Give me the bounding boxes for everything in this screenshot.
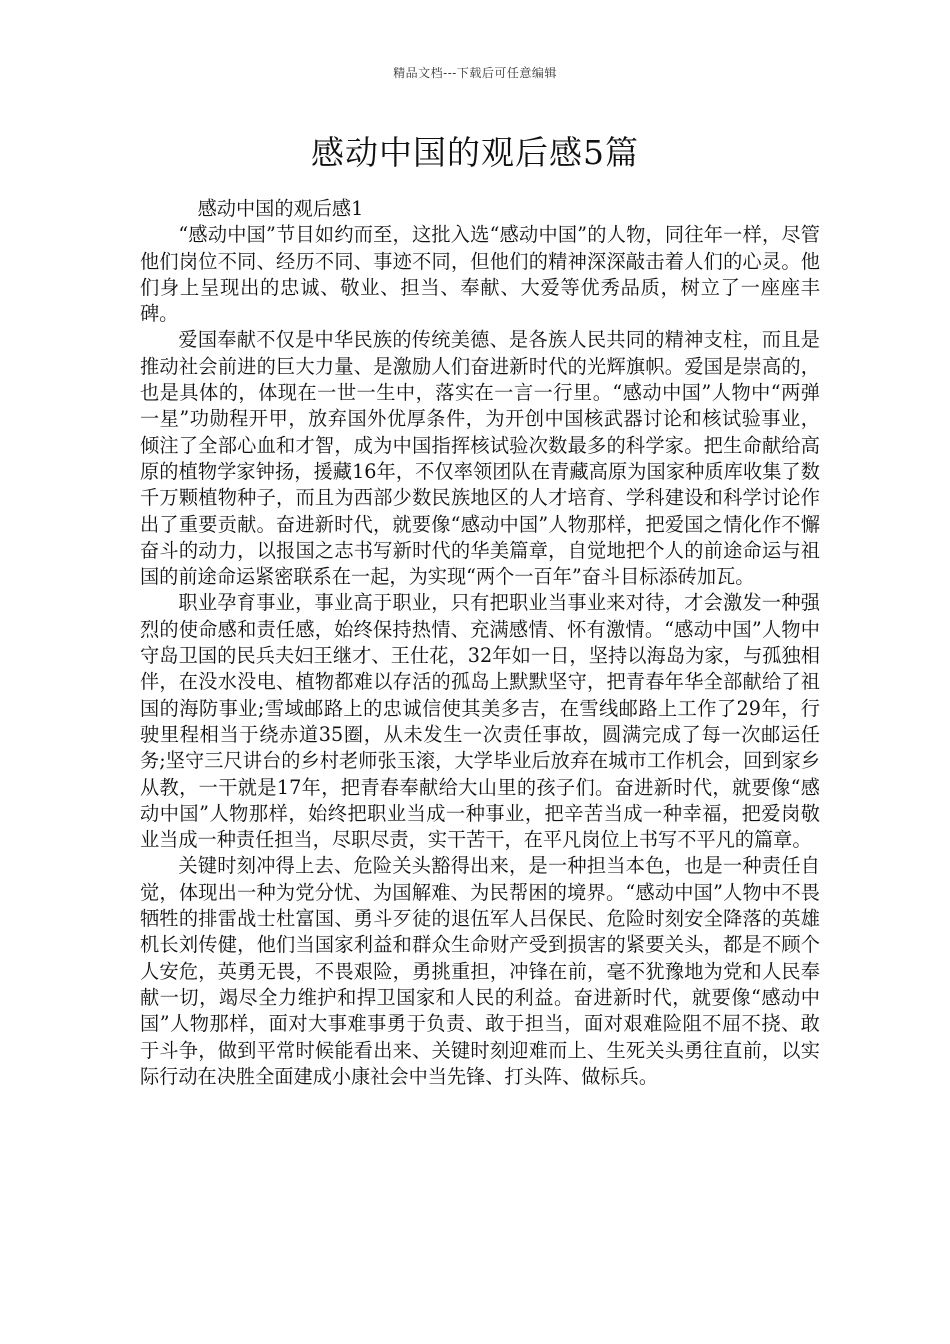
paragraph: 职业孕育事业，事业高于职业，只有把职业当事业来对待，才会激发一种强烈的使命感和责任感，始终保持热情、充满感情、怀有激情。“感动中国”人物中守岛卫国的民兵夫妇王继才、王仕花，32年如一日，坚持以海岛为家，与孤独相伴，在没水没电、植物都难以存活的孤岛上默默坚守，把青春年华全部献给了祖国的海防事业;雪域邮路上的忠诚信使其美多吉，在雪线邮路上工作了29年，行驶里程相当于绕赤道35圈，从未发生一次责任事故，圆满完成了每一次邮运任务;坚守三尺讲台的乡村老师张玉滚，大学毕业后放弃在城市工作机会，回到家乡从教，一干就是17年，把青春奉献给大山里的孩子们。奋进新时代，就要像“感动中国”人物那样，始终把职业当成一种事业，把辛苦当成一种幸福，把爱岗敬业当成一种责任担当，尽职尽责，实干苦干，在平凡岗位上书写不平凡的篇章。 <box>140 591 820 852</box>
section-subheading: 感动中国的观后感1 <box>197 197 364 220</box>
paragraph: 关键时刻冲得上去、危险关头豁得出来，是一种担当本色，也是一种责任自觉，体现出一种为党分忧、为国解难、为民帮困的境界。“感动中国”人物中不畏牺牲的排雷战士杜富国、勇斗歹徒的退伍军人吕保民、危险时刻安全降落的英雄机长刘传健，他们当国家利益和群众生命财产受到损害的紧要关头，都是不顾个人安危，英勇无畏，不畏艰险，勇挑重担，冲锋在前，毫不犹豫地为党和人民奉献一切，竭尽全力维护和捍卫国家和人民的利益。奋进新时代，就要像“感动中国”人物那样，面对大事难事勇于负责、敢于担当，面对艰难险阻不屈不挠、敢于斗争，做到平常时候能看出来、关键时刻迎难而上、生死关头勇往直前，以实际行动在决胜全面建成小康社会中当先锋、打头阵、做标兵。 <box>140 854 820 1088</box>
document-body <box>140 196 820 1090</box>
header-note: 精品文档---下载后可任意编辑 <box>393 66 557 80</box>
paragraph: 爱国奉献不仅是中华民族的传统美德、是各族人民共同的精神支柱，而且是推动社会前进的巨大力量、是激励人们奋进新时代的光辉旗帜。爱国是崇高的，也是具体的，体现在一世一生中，落实在一言一行里。“感动中国”人物中“两弹一星”功勋程开甲，放弃国外优厚条件，为开创中国核武器讨论和核试验事业，倾注了全部心血和才智，成为中国指挥核试验次数最多的科学家。把生命献给高原的植物学家钟扬，援藏16年，不仅率领团队在青藏高原为国家种质库收集了数千万颗植物种子，而且为西部少数民族地区的人才培育、学科建设和科学讨论作出了重要贡献。奋进新时代，就要像“感动中国”人物那样，把爱国之情化作不懈奋斗的动力，以报国之志书写新时代的华美篇章，自觉地把个人的前途命运与祖国的前途命运紧密联系在一起，为实现“两个一百年”奋斗目标添砖加瓦。 <box>140 328 820 589</box>
document-title: 感动中国的观后感5篇 <box>311 133 639 172</box>
paragraph: “感动中国”节目如约而至，这批入选“感动中国”的人物，同往年一样，尽管他们岗位不同、经历不同、事迹不同，但他们的精神深深敲击着人们的心灵。他们身上呈现出的忠诚、敬业、担当、奉献、大爱等优秀品质，树立了一座座丰碑。 <box>140 223 820 326</box>
